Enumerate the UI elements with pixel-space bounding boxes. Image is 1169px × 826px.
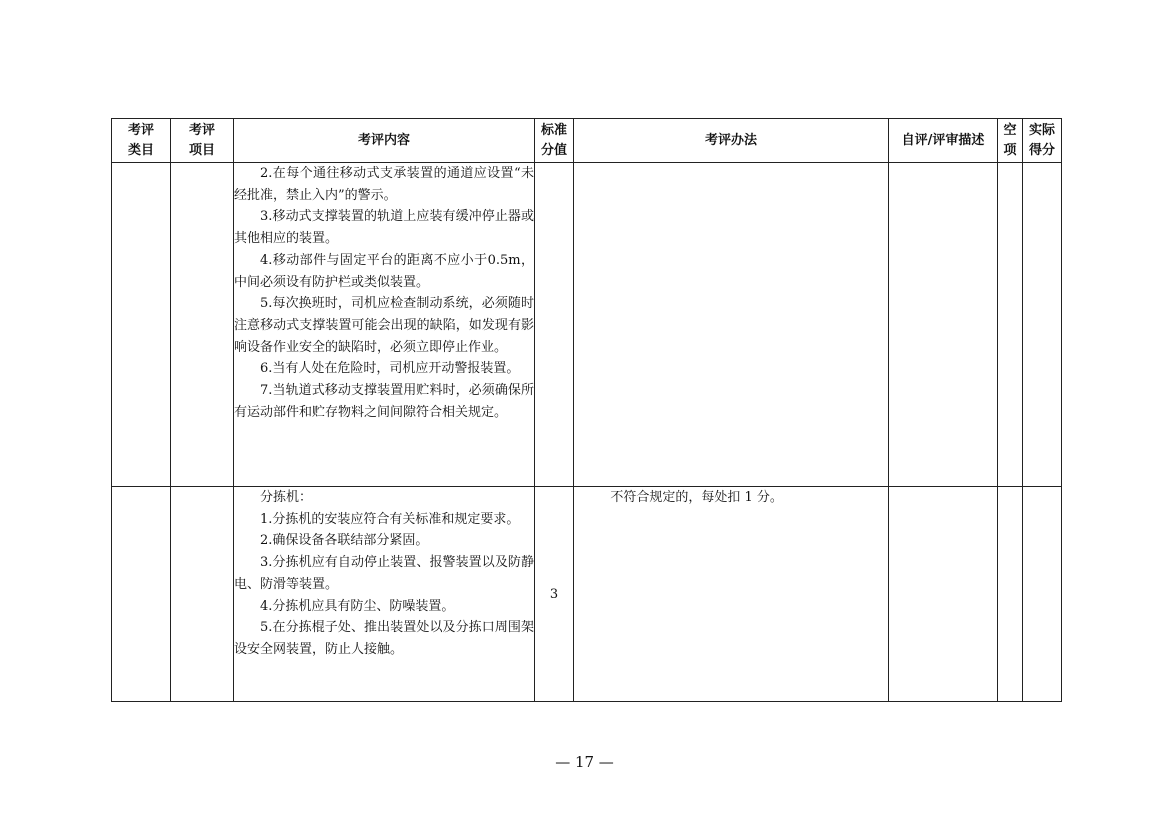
self-review-cell (889, 163, 998, 487)
header-item: 考评 项目 (171, 119, 234, 163)
standard-score-cell: 3 (535, 487, 574, 702)
item-cell (171, 487, 234, 702)
content-paragraph: 7.当轨道式移动支撑装置用贮料时，必须确保所有运动部件和贮存物料之间间隙符合相关规定。 (234, 383, 534, 420)
content-cell (234, 487, 535, 702)
method-cell (574, 487, 889, 702)
content-paragraph: 分拣机： (260, 490, 313, 505)
method-text: 不符合规定的，每处扣 1 分。 (610, 490, 783, 505)
table-row (112, 163, 1062, 487)
content-paragraph: 2.确保设备各联结部分紧固。 (260, 533, 429, 549)
evaluation-table (111, 118, 1062, 702)
header-row (112, 119, 1062, 163)
header-standard-score: 标准 分值 (535, 119, 574, 163)
content-paragraph: 5.每次换班时，司机应检查制动系统，必须随时注意移动式支撑装置可能会出现的缺陷，如发现有影响设备作业安全的缺陷时，必须立即停止作业。 (234, 296, 534, 355)
method-cell (574, 163, 889, 487)
header-content: 考评内容 (234, 119, 535, 163)
content-paragraph: 1.分拣机的安装应符合有关标准和规定要求。 (260, 511, 520, 527)
content-paragraph: 3.分拣机应有自动停止装置、报警装置以及防静电、防滑等装置。 (234, 555, 534, 592)
page-number: — 17 — (555, 753, 614, 771)
content-paragraph: 6.当有人处在危险时，司机应开动警报装置。 (260, 361, 520, 377)
category-cell (112, 163, 171, 487)
header-self-review: 自评/评审描述 (889, 119, 998, 163)
self-review-cell (889, 487, 998, 702)
category-cell (112, 487, 171, 702)
content-cell (234, 163, 535, 487)
header-method: 考评办法 (574, 119, 889, 163)
table-row (112, 487, 1062, 702)
header-blank: 空 项 (998, 119, 1023, 163)
standard-score-cell (535, 163, 574, 487)
blank-cell (998, 487, 1023, 702)
content-paragraph: 4.分拣机应具有防尘、防噪装置。 (260, 598, 455, 614)
item-cell (171, 163, 234, 487)
content-paragraph: 2.在每个通往移动式支承装置的通道应设置“未经批准，禁止入内”的警示。 (234, 166, 534, 203)
content-paragraph: 4.移动部件与固定平台的距离不应小于0.5m，中间必须设有防护栏或类似装置。 (234, 252, 534, 290)
actual-score-cell (1023, 487, 1062, 702)
content-paragraph: 3.移动式支撑装置的轨道上应装有缓冲停止器或其他相应的装置。 (234, 209, 534, 247)
header-category: 考评 类目 (112, 119, 171, 163)
actual-score-cell (1023, 163, 1062, 487)
header-actual-score: 实际 得分 (1023, 119, 1062, 163)
content-paragraph: 5.在分拣棍子处、推出装置处以及分拣口周围架设安全网装置，防止人接触。 (234, 620, 534, 657)
blank-cell (998, 163, 1023, 487)
